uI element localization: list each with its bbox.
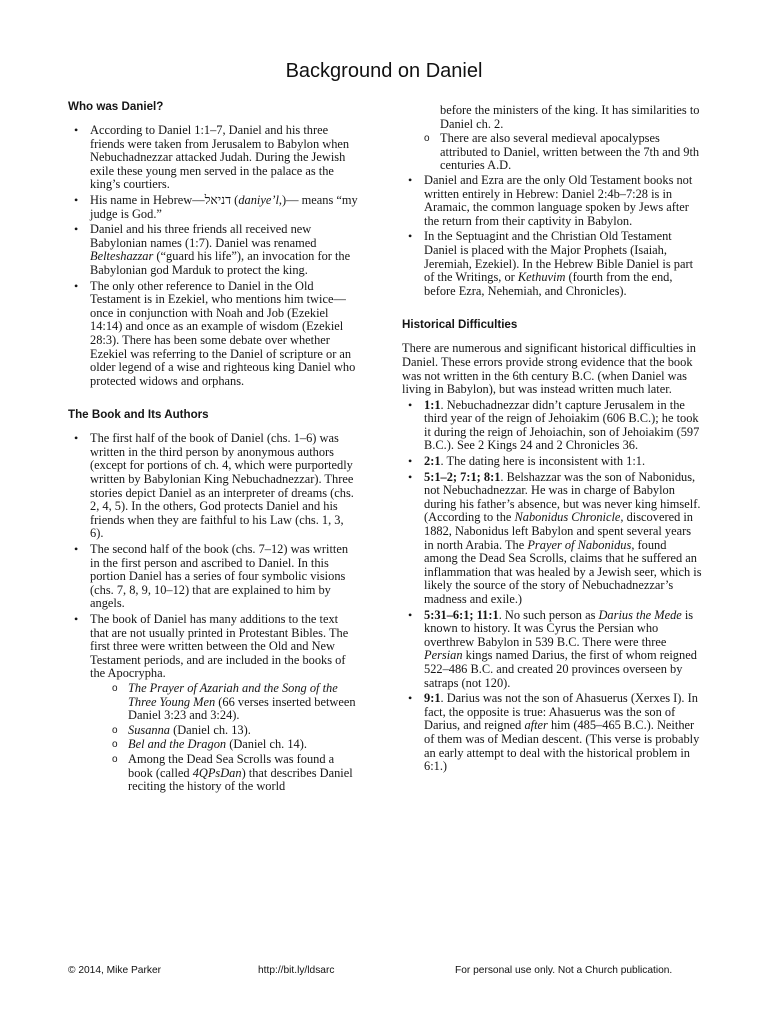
list-item: • Daniel and his three friends all received new Babylonian names (1:7). Daniel was renamed Belteshazzar (“guard his life”), an invocation for the Babylonian god Marduk to protect the king. [68,223,358,277]
hebrew-name: דניאל [204,192,232,207]
list-item: • His name in Hebrew—דניאל (daniye’l,)— means “my judge is God.” [68,194,358,221]
heading-book-authors: The Book and Its Authors [68,408,209,422]
page-title: Background on Daniel [285,60,483,82]
who-list [68,124,358,388]
heading-who-was-daniel: Who was Daniel? [68,100,164,113]
list-item: • The second half of the book (chs. 7–12) was written in the first person and ascribed to Daniel. In this portion Daniel has a series of four symbolic visions (chs. 7, 8, 9, 10–12) that are explained to him by angels. [68,543,358,611]
list-item: • Daniel and Ezra are the only Old Testament books not written entirely in Hebrew: Daniel 2:4b–7:28 is in Aramaic, the common language spoken by Jews after the return from their captivity in Babylon. [402,174,702,228]
list-item: • The only other reference to Daniel in the Old Testament is in Ezekiel, who mentions him twice—once in conjunction with Noah and Job (Ezekiel 14:14) and once as an example of wisdom (Ezekiel 28:3). There has been some debate over whether Ezekiel was referring to the Daniel of scripture or an older legend of a wise and righteous king Daniel who protected widows and orphans. [68,280,358,389]
list-item: • 5:31–6:1; 11:1. No such person as Darius the Mede is known to history. It was Cyrus the Persian who overthrew Babylon in 539 B.C. There were three Persian kings named Darius, the first of whom reigned 522–486 B.C. and created 20 provinces overseen by satraps (not 120). [402,609,702,691]
continued-list [402,104,702,131]
difficulties-list [402,399,702,774]
list-item: • 1:1. Nebuchadnezzar didn’t capture Jerusalem in the third year of the reign of Jehoiakim (606 B.C.); he took it during the reign of Jehoiachin, son of Jehoiakim (597 B.C.). See 2 Kings 24 and 2 Chronicles 36. [402,399,702,453]
list-item: • 5:1–2; 7:1; 8:1. Belshazzar was the son of Nabonidus, not Nebuchadnezzar. He was in charge of Babylon during his father’s absence, but was never king himself. (According to the Nabonidus Chronicle, discovered in 1882, Nabonidus left Babylon and spent several years in north Arabia. The Prayer of Nabonidus, found among the Dead Sea Scrolls, claims that he suffered an inflammation that was healed by a Jewish seer, which is likely the source of the story of Nebuchadnezzar’s madness and exile.) [402,471,702,607]
list-item: • In the Septuagint and the Christian Old Testament Daniel is placed with the Major Prophets (Isaiah, Jeremiah, Ezekiel). In the Hebrew Bible Daniel is part of the Writings, or Kethuvim (fourth from the end, before Ezra, Nehemiah, and Chronicles). [402,230,702,298]
list-item: • 9:1. Darius was not the son of Ahasuerus (Xerxes I). In fact, the opposite is true: Ahasuerus was the son of Darius, and reigned after him (485–465 B.C.). Neither of them was of Median descent. (This verse is probably an early attempt to deal with the historical problem in 6:1.) [402,692,702,774]
left-column [68,100,358,796]
sublist-item: o Susanna (Daniel ch. 13). [90,724,358,738]
footer-copyright: © 2014, Mike Parker [68,965,162,976]
right-column [402,104,702,776]
sublist-item: o Among the Dead Sea Scrolls was found a book (called 4QPsDan) that describes Daniel reciting the history of the world [90,753,358,794]
difficulties-intro: There are numerous and significant historical difficulties in Daniel. These errors provide strong evidence that the book was not written in the 6th century B.C. (when Daniel was living in Babylon), but was instead written much later. [402,341,696,397]
list-item: • The first half of the book of Daniel (chs. 1–6) was written in the third person by anonymous authors (except for portions of ch. 4, which were purportedly written by Babylonian King Nebuchadnezzar). Three stories depict Daniel as an interpreter of dreams (chs. 2, 4, 5). In the others, God protects Daniel and his friends when they are faithful to his Law (chs. 1, 3, 6). [68,432,358,541]
apocrypha-sublist [90,682,358,794]
list-item: • The book of Daniel has many additions to the text that are not usually printed in Protestant Bibles. The first three were written between the Old and New Testament periods, and are included in the books of the Apocrypha. o The Prayer of Azariah and the Song of the Three Young Men (66 verses inserted between Daniel 3:23 and 3:24). o Susanna (Daniel ch. 13). o Bel and the Dragon (Daniel ch. 14). o Among the Dead Sea Scrolls was found a book (called 4QPsDan) that describes Daniel reciting the history of the world [68,613,358,794]
sublist-item: o The Prayer of Azariah and the Song of the Three Young Men (66 verses inserted between Daniel 3:23 and 3:24). [90,682,358,723]
footer-notice: For personal use only. Not a Church publication. [455,965,673,976]
language-list [402,174,702,298]
footer-url[interactable]: http://bit.ly/ldsarc [258,965,335,976]
heading-historical-difficulties: Historical Difficulties [402,318,518,332]
medieval-sublist [402,132,702,173]
sublist-item: o There are also several medieval apocalypses attributed to Daniel, written between the 7th and 9th centuries A.D. [402,132,702,173]
sublist-item: o Bel and the Dragon (Daniel ch. 14). [90,738,358,752]
list-item: • 2:1. The dating here is inconsistent with 1:1. [402,455,702,469]
list-item: • According to Daniel 1:1–7, Daniel and his three friends were taken from Jerusalem to Babylon when Nebuchadnezzar attacked Judah. During the Jewish exile these young men served in the palace as the king’s courtiers. [68,124,358,192]
sublist-item-continued: before the ministers of the king. It has similarities to Daniel ch. 2. [440,103,700,131]
book-list [68,432,358,793]
